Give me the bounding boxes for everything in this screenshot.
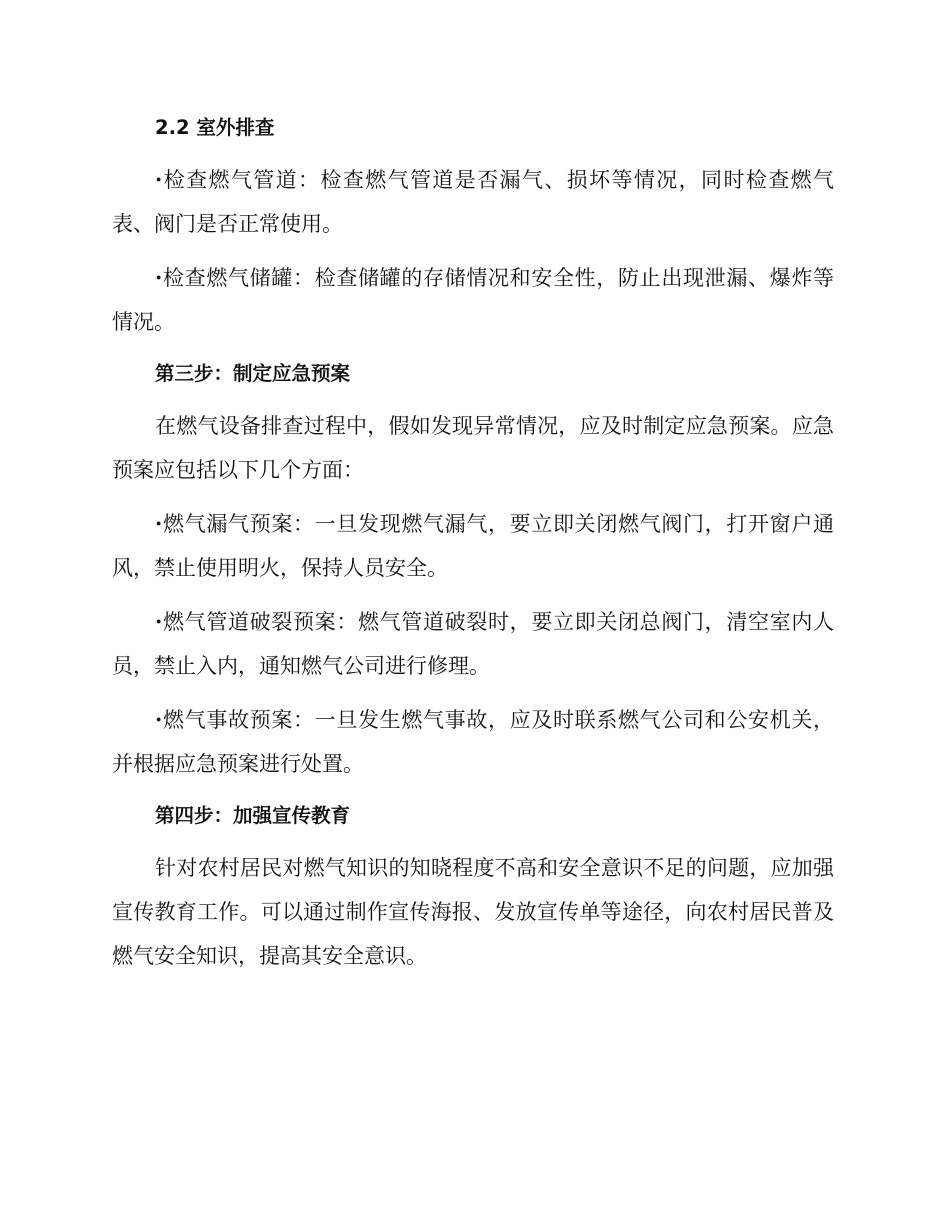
bullet-mark: ·: [155, 609, 163, 634]
list-item-gas-accident-plan: [112, 698, 834, 786]
list-item-gas-leak-plan: [112, 502, 834, 590]
section-heading-step-four: 第四步：加强宣传教育: [155, 804, 351, 827]
list-item-pipeline-rupture-plan: [112, 600, 834, 688]
section-heading-step-three: 第三步：制定应急预案: [155, 362, 351, 385]
list-item-text: 燃气管道破裂预案：燃气管道破裂时，要立即关闭总阀门，清空室内人员，禁止入内，通知燃气公司进行修理。: [112, 610, 834, 678]
list-item-text: 燃气事故预案：一旦发生燃气事故，应及时联系燃气公司和公安机关，并根据应急预案进行处置。: [112, 708, 834, 776]
list-item-text: 燃气漏气预案：一旦发现燃气漏气，要立即关闭燃气阀门，打开窗户通风，禁止使用明火，保持人员安全。: [112, 512, 834, 580]
list-item-text: 检查燃气管道：检查燃气管道是否漏气、损坏等情况，同时检查燃气表、阀门是否正常使用。: [112, 168, 834, 236]
paragraph-publicity-education: 针对农村居民对燃气知识的知晓程度不高和安全意识不足的问题，应加强宣传教育工作。可以通过制作宣传海报、发放宣传单等途径，向农村居民普及燃气安全知识，提高其安全意识。: [112, 856, 834, 968]
bullet-mark: ·: [155, 707, 163, 732]
list-item-gas-tank-check: [112, 256, 834, 344]
bullet-mark: ·: [155, 265, 163, 290]
bullet-mark: ·: [155, 167, 163, 192]
list-item-gas-pipeline-check: [112, 158, 834, 246]
section-heading-outdoor-inspection: 2.2 室外排查: [155, 116, 275, 139]
document-body: [112, 108, 834, 988]
list-item-text: 检查燃气储罐：检查储罐的存储情况和安全性，防止出现泄漏、爆炸等情况。: [112, 266, 834, 334]
paragraph-emergency-plan-intro: 在燃气设备排查过程中，假如发现异常情况，应及时制定应急预案。应急预案应包括以下几个方面：: [112, 414, 834, 482]
bullet-mark: ·: [155, 511, 163, 536]
